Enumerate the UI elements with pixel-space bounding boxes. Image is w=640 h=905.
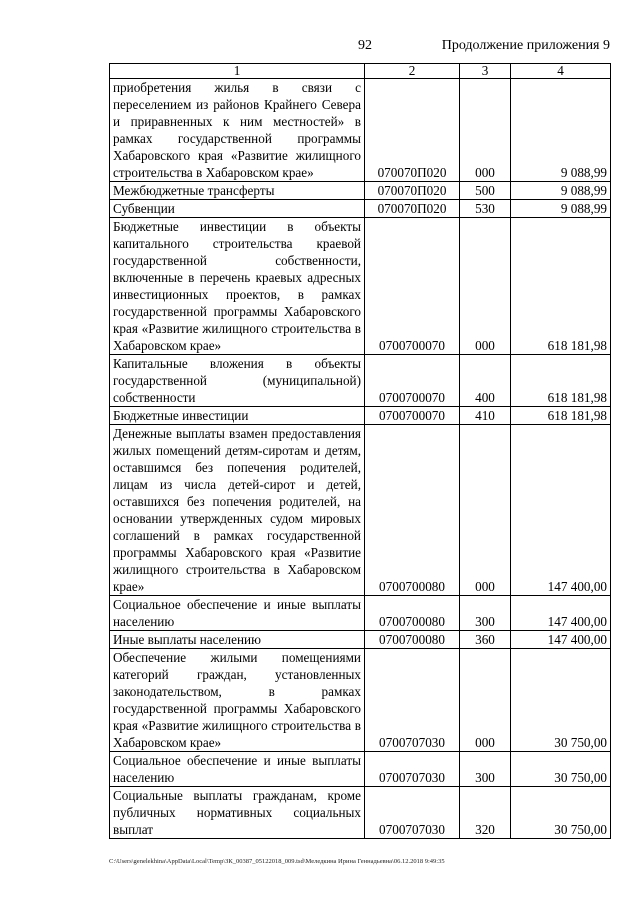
row-amount: 618 181,98 — [511, 407, 611, 425]
row-expense-type: 410 — [460, 407, 511, 425]
document-path-footer: C:\Users\genelekhina\AppData\Local\Temp\ЗК_00387_05122018_009.tsd\Меледкина Ирина Геннадьевна\06.12.2018 9:49:35 — [109, 858, 445, 865]
row-amount: 147 400,00 — [511, 631, 611, 649]
row-expense-type: 000 — [460, 79, 511, 182]
table-row — [110, 787, 611, 839]
row-target-code: 0700700070 — [365, 355, 460, 407]
table-row — [110, 596, 611, 631]
table-row — [110, 200, 611, 218]
row-expense-type: 000 — [460, 218, 511, 355]
budget-table — [109, 63, 611, 839]
table-row — [110, 182, 611, 200]
row-name: Социальное обеспечение и иные выплаты населению — [110, 752, 365, 787]
row-name: Обеспечение жилыми помещениями категорий граждан, установленных законодательством, в рамках государственной программы Хабаровского края «Развитие жилищного строительства в Хабаровском крае» — [110, 649, 365, 752]
row-amount: 9 088,99 — [511, 182, 611, 200]
column-header-expense-type: 3 — [460, 64, 511, 79]
page-number: 92 — [358, 38, 372, 53]
table-row — [110, 631, 611, 649]
column-header-code: 2 — [365, 64, 460, 79]
row-target-code: 070070П020 — [365, 200, 460, 218]
row-target-code: 0700700080 — [365, 425, 460, 596]
table-header-row — [110, 64, 611, 79]
row-name: Капитальные вложения в объекты государственной (муниципальной) собственности — [110, 355, 365, 407]
row-target-code: 0700707030 — [365, 787, 460, 839]
row-target-code: 0700700070 — [365, 218, 460, 355]
row-amount: 618 181,98 — [511, 218, 611, 355]
column-header-amount: 4 — [511, 64, 611, 79]
row-name: приобретения жилья в связи с переселением из районов Крайнего Севера и приравненных к ним местностей» в рамках государственной программы Хабаровского края «Развитие жилищного строительства в Хабаровском крае» — [110, 79, 365, 182]
table-row — [110, 407, 611, 425]
row-name: Денежные выплаты взамен предоставления жилых помещений детям-сиротам и детям, оставшимся без попечения родителей, лицам из числа детей-сирот и детей, оставшихся без попечения родителей, на основании утвержденных судом мировых соглашений в рамках государственной программы Хабаровского края «Развитие жилищного строительства в Хабаровском крае» — [110, 425, 365, 596]
table-row — [110, 425, 611, 596]
row-amount: 147 400,00 — [511, 596, 611, 631]
row-expense-type: 320 — [460, 787, 511, 839]
row-target-code: 0700700080 — [365, 631, 460, 649]
row-target-code: 0700700070 — [365, 407, 460, 425]
table-row — [110, 752, 611, 787]
row-amount: 618 181,98 — [511, 355, 611, 407]
row-amount: 30 750,00 — [511, 787, 611, 839]
row-expense-type: 300 — [460, 596, 511, 631]
table-row — [110, 355, 611, 407]
row-amount: 30 750,00 — [511, 752, 611, 787]
row-name: Социальное обеспечение и иные выплаты населению — [110, 596, 365, 631]
row-expense-type: 000 — [460, 425, 511, 596]
row-name: Иные выплаты населению — [110, 631, 365, 649]
row-expense-type: 400 — [460, 355, 511, 407]
row-target-code: 070070П020 — [365, 79, 460, 182]
row-name: Социальные выплаты гражданам, кроме публичных нормативных социальных выплат — [110, 787, 365, 839]
column-header-name: 1 — [110, 64, 365, 79]
row-amount: 9 088,99 — [511, 79, 611, 182]
row-name: Субвенции — [110, 200, 365, 218]
row-amount: 30 750,00 — [511, 649, 611, 752]
row-expense-type: 500 — [460, 182, 511, 200]
row-name: Бюджетные инвестиции в объекты капитального строительства краевой государственной собственности, включенные в перечень краевых адресных инвестиционных проектов, в рамках государственной программы Хабаровского края «Развитие жилищного строительства в Хабаровском крае» — [110, 218, 365, 355]
row-target-code: 070070П020 — [365, 182, 460, 200]
row-target-code: 0700707030 — [365, 752, 460, 787]
row-expense-type: 300 — [460, 752, 511, 787]
row-target-code: 0700700080 — [365, 596, 460, 631]
row-target-code: 0700707030 — [365, 649, 460, 752]
row-expense-type: 530 — [460, 200, 511, 218]
row-expense-type: 000 — [460, 649, 511, 752]
row-name: Бюджетные инвестиции — [110, 407, 365, 425]
row-expense-type: 360 — [460, 631, 511, 649]
row-amount: 147 400,00 — [511, 425, 611, 596]
appendix-continuation-title: Продолжение приложения 9 — [441, 38, 610, 53]
table-row — [110, 649, 611, 752]
table-row — [110, 218, 611, 355]
row-name: Межбюджетные трансферты — [110, 182, 365, 200]
table-row — [110, 79, 611, 182]
row-amount: 9 088,99 — [511, 200, 611, 218]
